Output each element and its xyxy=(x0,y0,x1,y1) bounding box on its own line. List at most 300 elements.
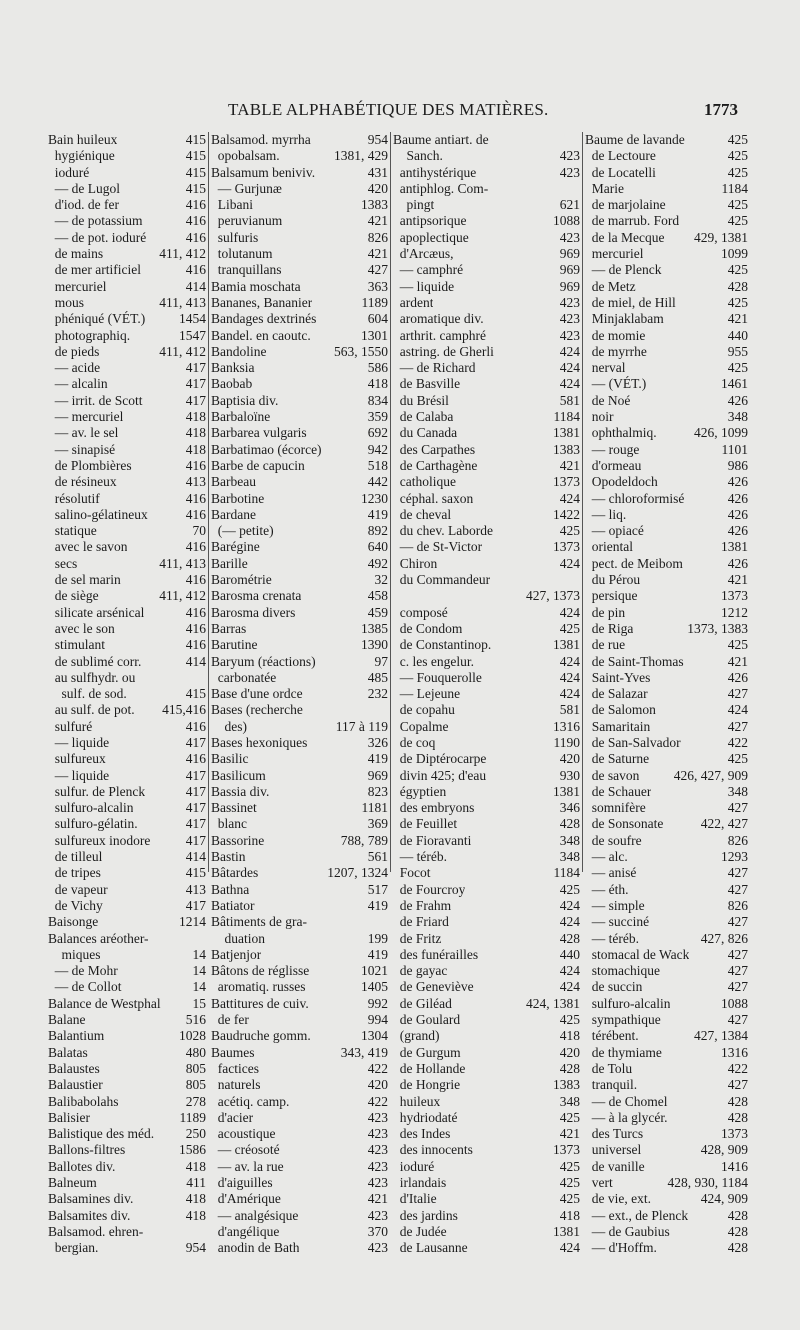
entry-term: de miel, de Hill xyxy=(585,294,676,310)
index-entry xyxy=(585,1224,748,1240)
index-entry xyxy=(585,865,748,881)
entry-page-ref: 640 xyxy=(367,539,388,555)
entry-page-ref: 425 xyxy=(559,620,580,636)
entry-page-ref: 427 xyxy=(727,1012,748,1028)
index-entry xyxy=(211,132,388,148)
index-entry xyxy=(211,686,388,702)
index-entry xyxy=(48,686,206,702)
index-entry xyxy=(585,816,748,832)
entry-page-ref: 458 xyxy=(367,588,388,604)
index-entry xyxy=(393,556,580,572)
entry-page-ref: 1383 xyxy=(553,1077,580,1093)
entry-page-ref: 419 xyxy=(367,751,388,767)
index-entry xyxy=(585,931,748,947)
entry-term: Focot xyxy=(393,865,431,881)
entry-page-ref: 413 xyxy=(185,881,206,897)
entry-page-ref: 427 xyxy=(727,800,748,816)
entry-term: naturels xyxy=(211,1077,261,1093)
index-entry xyxy=(585,768,748,784)
entry-term: miques xyxy=(48,946,101,962)
entry-term: sulfureux inodore xyxy=(48,832,151,848)
index-entry xyxy=(48,605,206,621)
index-entry xyxy=(211,1126,388,1142)
entry-page-ref: 425 xyxy=(727,637,748,653)
entry-term: sulfuro-alcalin xyxy=(585,995,671,1011)
index-entry xyxy=(48,376,206,392)
entry-term: Copalme xyxy=(393,718,449,734)
entry-term: d'aiguilles xyxy=(211,1175,273,1190)
entry-page-ref: 428 xyxy=(727,278,748,294)
index-entry xyxy=(211,882,388,898)
index-entry xyxy=(211,1191,388,1207)
entry-term: de Schauer xyxy=(585,783,652,799)
index-entry xyxy=(393,393,580,409)
entry-term: huileux xyxy=(393,1093,441,1109)
index-entry xyxy=(585,963,748,979)
entry-page-ref: 232 xyxy=(367,686,388,702)
entry-page-ref: 14 xyxy=(192,963,206,979)
index-entry xyxy=(48,1175,206,1191)
index-entry xyxy=(585,279,748,295)
entry-page-ref: 416 xyxy=(185,539,206,555)
entry-term: aromatique div. xyxy=(393,311,484,327)
index-entry xyxy=(585,621,748,637)
index-entry xyxy=(48,311,206,327)
entry-term: Bandel. en caoutc. xyxy=(211,327,311,343)
index-entry xyxy=(585,491,748,507)
index-entry xyxy=(211,507,388,523)
entry-page-ref: 411, 413 xyxy=(159,555,206,571)
index-entry xyxy=(393,279,580,295)
entry-term: Bathna xyxy=(211,881,250,897)
index-entry xyxy=(393,539,580,555)
entry-term: — de Chomel xyxy=(585,1093,668,1109)
entry-page-ref: 516 xyxy=(185,1012,206,1028)
entry-term: Bassinet xyxy=(211,800,257,816)
entry-page-ref: 348 xyxy=(727,409,748,425)
entry-page-ref: 416 xyxy=(185,229,206,245)
entry-page-ref: 418 xyxy=(185,425,206,441)
entry-term: somnifère xyxy=(585,800,646,816)
entry-term: hygiénique xyxy=(48,148,115,164)
entry-page-ref: 348 xyxy=(727,783,748,799)
entry-term: Baume de lavande xyxy=(585,132,685,147)
entry-page-ref: 70 xyxy=(192,523,206,539)
entry-term: de Hongrie xyxy=(393,1077,461,1093)
entry-term: au sulf. de pot. xyxy=(48,702,135,718)
entry-term: des innocents xyxy=(393,1142,473,1158)
entry-page-ref: 427 xyxy=(727,914,748,930)
column-divider xyxy=(582,132,583,872)
index-entry xyxy=(585,1028,748,1044)
index-column-4 xyxy=(585,132,748,1282)
entry-page-ref: 199 xyxy=(367,930,388,946)
index-entry xyxy=(585,165,748,181)
entry-page-ref: 423 xyxy=(367,1109,388,1125)
entry-page-ref: 424 xyxy=(559,963,580,979)
entry-page-ref: 1422 xyxy=(553,506,580,522)
entry-term: Balisier xyxy=(48,1109,90,1125)
entry-term: de Tolu xyxy=(585,1060,633,1076)
entry-page-ref: 417 xyxy=(185,767,206,783)
entry-page-ref: 428 xyxy=(559,816,580,832)
entry-term: sulfuré xyxy=(48,718,93,734)
entry-page-ref: 423 xyxy=(559,164,580,180)
entry-page-ref: 418 xyxy=(185,1207,206,1223)
index-entry xyxy=(393,213,580,229)
entry-term: pect. de Meibom xyxy=(585,555,683,571)
index-entry xyxy=(393,1077,580,1093)
index-entry xyxy=(48,572,206,588)
entry-page-ref: 415 xyxy=(185,132,206,147)
index-entry xyxy=(393,148,580,164)
entry-page-ref: 417 xyxy=(185,783,206,799)
entry-term: ioduré xyxy=(48,164,90,180)
index-entry xyxy=(211,1077,388,1093)
index-entry xyxy=(48,914,206,930)
entry-page-ref: 425 xyxy=(727,262,748,278)
entry-page-ref: 427 xyxy=(727,963,748,979)
entry-term: — de Collot xyxy=(48,979,122,995)
entry-term: — mercuriel xyxy=(48,409,124,425)
index-entry xyxy=(393,637,580,653)
entry-term: Bâtardes xyxy=(211,865,259,881)
entry-page-ref: 427 xyxy=(727,865,748,881)
entry-page-ref: 426 xyxy=(727,669,748,685)
entry-page-ref: 427 xyxy=(727,718,748,734)
entry-term: de pin xyxy=(585,604,626,620)
entry-term: Baumes xyxy=(211,1044,255,1060)
entry-page-ref: 416 xyxy=(185,457,206,473)
entry-term: noir xyxy=(585,409,614,425)
index-entry xyxy=(211,979,388,995)
entry-page-ref: 1381 xyxy=(553,425,580,441)
entry-term: antihystérique xyxy=(393,164,477,180)
entry-page-ref: 369 xyxy=(367,816,388,832)
entry-page-ref: 421 xyxy=(727,653,748,669)
entry-page-ref: 419 xyxy=(367,506,388,522)
index-entry xyxy=(48,751,206,767)
entry-page-ref: 417 xyxy=(185,897,206,913)
entry-term: d'Italie xyxy=(393,1191,437,1207)
entry-page-ref: 427 xyxy=(727,946,748,962)
entry-term: de Diptérocarpe xyxy=(393,751,487,767)
entry-page-ref: 459 xyxy=(367,604,388,620)
entry-page-ref: 415 xyxy=(185,164,206,180)
entry-term: vert xyxy=(585,1175,613,1190)
entry-page-ref: 415 xyxy=(185,180,206,196)
index-entry xyxy=(211,1208,388,1224)
entry-term: Marie xyxy=(585,180,624,196)
index-entry xyxy=(585,849,748,865)
entry-term: — de Gaubius xyxy=(585,1223,670,1239)
entry-term: persique xyxy=(585,588,638,604)
index-entry xyxy=(585,311,748,327)
entry-term: sulfur. de Plenck xyxy=(48,783,146,799)
entry-page-ref: 417 xyxy=(185,816,206,832)
index-entry xyxy=(48,213,206,229)
entry-term: d'Arcæus, xyxy=(393,246,454,262)
entry-term: Bastin xyxy=(211,849,246,865)
entry-page-ref: 428 xyxy=(727,1207,748,1223)
entry-term: de copahu xyxy=(393,702,455,718)
index-entry xyxy=(211,572,388,588)
index-entry xyxy=(48,507,206,523)
entry-page-ref: 1088 xyxy=(553,213,580,229)
entry-term: ioduré xyxy=(393,1158,435,1174)
entry-term: de vapeur xyxy=(48,881,108,897)
index-entry xyxy=(393,1028,580,1044)
entry-page-ref: 32 xyxy=(374,572,388,588)
index-entry xyxy=(393,246,580,262)
index-entry xyxy=(585,1126,748,1142)
index-entry xyxy=(48,458,206,474)
entry-page-ref: 426 xyxy=(727,555,748,571)
index-entry xyxy=(393,1094,580,1110)
index-entry xyxy=(48,523,206,539)
entry-term: Bases hexoniques xyxy=(211,734,308,750)
entry-term: arthrit. camphré xyxy=(393,327,486,343)
entry-term: (grand) xyxy=(393,1028,440,1044)
index-entry xyxy=(393,882,580,898)
entry-term: de Fioravanti xyxy=(393,832,472,848)
index-entry xyxy=(393,898,580,914)
index-entry xyxy=(393,132,580,148)
entry-term: de rue xyxy=(585,637,626,653)
index-entry xyxy=(585,393,748,409)
entry-term: de San-Salvador xyxy=(585,734,681,750)
entry-page-ref: 424 xyxy=(559,343,580,359)
index-entry xyxy=(48,1077,206,1093)
entry-term: Bandoline xyxy=(211,343,267,359)
index-entry xyxy=(48,1028,206,1044)
entry-term: des Indes xyxy=(393,1126,451,1142)
index-entry xyxy=(211,1224,388,1240)
entry-term: sulfuro-gélatin. xyxy=(48,816,138,832)
entry-term: Balsamod. myrrha xyxy=(211,132,311,147)
index-entry xyxy=(585,507,748,523)
entry-page-ref: 427, 1373 xyxy=(526,588,580,604)
index-column-3 xyxy=(393,132,580,1282)
entry-page-ref: 97 xyxy=(374,653,388,669)
entry-page-ref: 1547 xyxy=(179,327,206,343)
entry-page-ref: 425 xyxy=(727,148,748,164)
entry-page-ref: 425 xyxy=(727,294,748,310)
entry-page-ref: 1304 xyxy=(361,1028,388,1044)
entry-page-ref: 418 xyxy=(367,376,388,392)
index-entry xyxy=(48,1012,206,1028)
entry-term: Barbotine xyxy=(211,490,265,506)
entry-term: sympathique xyxy=(585,1012,661,1028)
entry-page-ref: 425 xyxy=(559,523,580,539)
index-entry xyxy=(48,1094,206,1110)
index-entry xyxy=(393,931,580,947)
entry-term: de gayac xyxy=(393,963,448,979)
index-entry xyxy=(585,148,748,164)
entry-page-ref: 415 xyxy=(185,148,206,164)
entry-term: — Fouquerolle xyxy=(393,669,482,685)
entry-term: — irrit. de Scott xyxy=(48,392,143,408)
entry-term: sulfuris xyxy=(211,229,259,245)
entry-page-ref: 416 xyxy=(185,718,206,734)
index-entry xyxy=(585,442,748,458)
index-entry xyxy=(48,230,206,246)
entry-page-ref: 420 xyxy=(367,1077,388,1093)
entry-term: de cheval xyxy=(393,506,452,522)
entry-page-ref: 1454 xyxy=(179,311,206,327)
entry-page-ref: 428 xyxy=(727,1109,748,1125)
entry-term: Batjenjor xyxy=(211,946,262,962)
entry-term: de Lectoure xyxy=(585,148,656,164)
entry-page-ref: 1416 xyxy=(721,1158,748,1174)
index-entry xyxy=(211,800,388,816)
entry-term: — liquide xyxy=(48,767,110,783)
entry-term: salino-gélatineux xyxy=(48,506,148,522)
index-entry xyxy=(585,1208,748,1224)
entry-page-ref: 423 xyxy=(559,294,580,310)
entry-page-ref: 428 xyxy=(727,1240,748,1256)
entry-page-ref: 1212 xyxy=(721,604,748,620)
entry-page-ref: 420 xyxy=(559,751,580,767)
entry-page-ref: 823 xyxy=(367,783,388,799)
index-entry xyxy=(393,1012,580,1028)
index-entry xyxy=(48,963,206,979)
index-entry xyxy=(48,1240,206,1256)
entry-term: acoustique xyxy=(211,1126,276,1142)
entry-term: acétiq. camp. xyxy=(211,1093,290,1109)
index-entry xyxy=(585,914,748,930)
index-entry xyxy=(585,833,748,849)
index-entry xyxy=(585,1094,748,1110)
entry-page-ref: 343, 419 xyxy=(340,1044,388,1060)
entry-page-ref: 411, 412 xyxy=(159,343,206,359)
index-entry xyxy=(393,947,580,963)
entry-page-ref: 416 xyxy=(185,197,206,213)
entry-term: de vie, ext. xyxy=(585,1191,651,1207)
entry-term: phéniqué (VÉT.) xyxy=(48,311,146,327)
entry-page-ref: 563, 1550 xyxy=(334,343,388,359)
index-entry xyxy=(393,1045,580,1061)
index-entry xyxy=(48,409,206,425)
index-entry xyxy=(211,637,388,653)
entry-term: — acide xyxy=(48,360,101,376)
index-entry xyxy=(393,865,580,881)
index-entry xyxy=(585,882,748,898)
entry-page-ref: 346 xyxy=(559,800,580,816)
entry-term: Baume antiart. de xyxy=(393,132,489,147)
entry-page-ref: 420 xyxy=(559,1044,580,1060)
entry-term: de Condom xyxy=(393,620,463,636)
entry-term: ophthalmiq. xyxy=(585,425,657,441)
index-entry xyxy=(48,1191,206,1207)
entry-term: Banksia xyxy=(211,360,255,376)
entry-page-ref: 426 xyxy=(727,490,748,506)
entry-page-ref: 419 xyxy=(367,946,388,962)
index-entry xyxy=(211,833,388,849)
entry-page-ref: 417 xyxy=(185,734,206,750)
entry-page-ref: 1207, 1324 xyxy=(327,865,388,881)
entry-term: — de Richard xyxy=(393,360,476,376)
entry-page-ref: 426 xyxy=(727,392,748,408)
entry-page-ref: 427, 826 xyxy=(700,930,748,946)
entry-term: de sel marin xyxy=(48,572,121,588)
entry-page-ref: 561 xyxy=(367,849,388,865)
entry-page-ref: 1184 xyxy=(721,180,748,196)
entry-page-ref: 418 xyxy=(185,1191,206,1207)
entry-page-ref: 826 xyxy=(727,897,748,913)
index-entry xyxy=(585,1045,748,1061)
index-entry xyxy=(48,360,206,376)
entry-page-ref: 518 xyxy=(367,457,388,473)
entry-term: Bardane xyxy=(211,506,256,522)
index-entry xyxy=(211,816,388,832)
index-entry xyxy=(585,719,748,735)
entry-page-ref: 426 xyxy=(727,506,748,522)
index-entry xyxy=(393,963,580,979)
entry-term: Barosma crenata xyxy=(211,588,302,604)
entry-page-ref: 423 xyxy=(367,1126,388,1142)
index-entry xyxy=(48,719,206,735)
index-entry xyxy=(48,996,206,1012)
index-entry xyxy=(211,914,388,930)
entry-term: de Giléad xyxy=(393,995,452,1011)
entry-page-ref: 586 xyxy=(367,360,388,376)
entry-term: — de pot. ioduré xyxy=(48,229,147,245)
index-entry xyxy=(48,768,206,784)
index-entry xyxy=(211,328,388,344)
entry-term: mous xyxy=(48,294,85,310)
entry-page-ref: 1214 xyxy=(179,914,206,930)
index-entry xyxy=(48,1224,206,1240)
index-entry xyxy=(393,849,580,865)
index-entry xyxy=(585,425,748,441)
index-entry xyxy=(393,165,580,181)
index-entry xyxy=(393,572,580,588)
index-entry xyxy=(48,654,206,670)
index-entry xyxy=(211,1175,388,1191)
entry-page-ref: 604 xyxy=(367,311,388,327)
index-entry xyxy=(393,1191,580,1207)
index-entry xyxy=(211,1061,388,1077)
index-entry xyxy=(48,148,206,164)
entry-page-ref: 416 xyxy=(185,572,206,588)
entry-term: de savon xyxy=(585,767,640,783)
index-entry xyxy=(48,979,206,995)
entry-page-ref: 1586 xyxy=(179,1142,206,1158)
entry-page-ref: 424 xyxy=(559,490,580,506)
index-entry xyxy=(48,898,206,914)
entry-page-ref: 428 xyxy=(559,1060,580,1076)
index-entry xyxy=(211,295,388,311)
index-entry xyxy=(211,393,388,409)
page-number: 1773 xyxy=(704,100,738,119)
entry-term: égyptien xyxy=(393,783,447,799)
index-columns xyxy=(48,132,748,1282)
index-entry xyxy=(48,670,206,686)
entry-page-ref: 581 xyxy=(559,702,580,718)
index-entry xyxy=(585,784,748,800)
entry-term: — à la glycér. xyxy=(585,1109,668,1125)
index-entry xyxy=(211,246,388,262)
index-entry xyxy=(211,996,388,1012)
index-entry xyxy=(211,1142,388,1158)
entry-term: anodin de Bath xyxy=(211,1240,300,1256)
entry-page-ref: 420 xyxy=(367,180,388,196)
entry-term: Samaritain xyxy=(585,718,651,734)
entry-term: sulfuro-alcalin xyxy=(48,800,134,816)
entry-term: — chloroformisé xyxy=(585,490,685,506)
entry-page-ref: 421 xyxy=(727,572,748,588)
